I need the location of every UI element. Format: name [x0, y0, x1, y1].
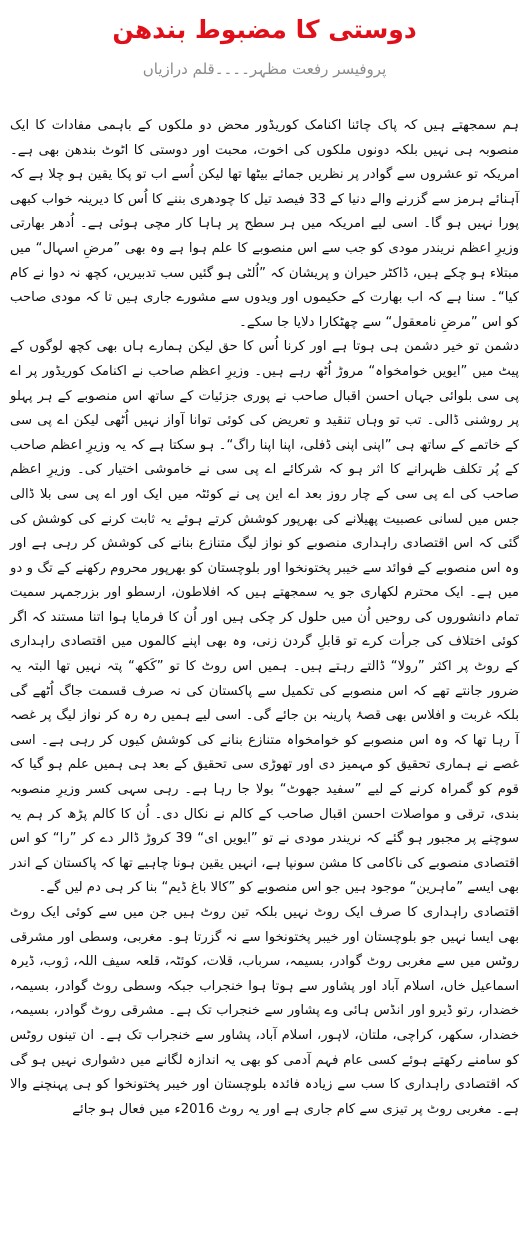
- article-title: دوستی کا مضبوط بندھن: [112, 15, 417, 44]
- article-paragraph: اقتصادی راہداری کا صرف ایک روٹ نہیں بلکہ تین روٹ ہیں جن میں سے کوئی ایک روٹ بھی ایسا نہیں جو بلوچستان اور خیبر پختونخوا سے نہ گزرتا ہو۔ مغربی، وسطی اور مشرقی روٹس میں سے مغربی روٹ گوادر، بسیمہ، سرباب، قلات، کوئٹہ، قلعہ سیف اللہ، ژوب، ڈیرہ اسماعیل خاں، اسلام آباد اور پشاور سے ہوتا ہوا خنجراب جبکہ وسطی روٹ گوادر، بسیمہ، خضدار، رتو ڈیرو اور انڈس ہائی وے پشاور سے خنجراب تک ہے۔ مشرقی روٹ گوادر، بسیمہ، خضدار، سکھر، کراچی، ملتان، لاہور، اسلام آباد، پشاور سے خنجراب تک ہے۔ ان تینوں روٹس کو سامنے رکھتے ہوئے کسی عام فہم آدمی کو بھی یہ اندازہ لگانے میں دشواری نہیں ہو گی کہ اقتصادی راہداری کا سب سے زیادہ فائدہ بلوچستان اور خیبر پختونخوا کو ہی پہنچنے والا ہے۔ مغربی روٹ پر تیزی سے کام جاری ہے اور یہ روٹ 2016ء میں فعال ہو جائے: [10, 905, 519, 1117]
- article-body: [8, 114, 521, 1122]
- article-paragraph: دشمن تو خیر دشمن ہی ہوتا ہے اور کرنا اُس کا حق لیکن ہمارے ہاں بھی کچھ لوگوں کے پیٹ میں ”ایویں خوامخواہ“ مروڑ اُٹھ رہے ہیں۔ وزیرِ اعظم صاحب نے اکنامک کوریڈور پر اے پی سی بلوائی جہاں احسن اقبال صاحب نے پوری جزئیات کے ساتھ اس منصوبے کے ہر پہلو پر روشنی ڈالی۔ تب تو وہاں تنقید و تعریض کی کوئی توانا آواز نہیں اُٹھی لیکن اے پی سی کے خاتمے کے ساتھ ہی ”اپنی اپنی ڈفلی، اپنا اپنا راگ“۔ ہو سکتا ہے کہ یہ وزیرِ اعظم صاحب کے پُر تکلف ظہرانے کا اثر ہو کہ شرکائے اے پی سی نے خاموشی اختیار کی۔ وزیرِ اعظم صاحب کی اے پی سی کے چار روز بعد اے این پی نے کوئٹہ میں ایک اور اے پی سی بلا ڈالی جس میں لسانی عصبیت پھیلانے کی بھرپور کوشش کرتے ہوئے یہ ثابت کرنے کی کوشش کی گئی کہ اس اقتصادی راہداری منصوبے کو نواز لیگ متنازع بنانے کی کوشش کر رہی ہے اور وہ اس منصوبے کے فوائد سے خیبر پختونخوا اور بلوچستان کو بھرپور محروم رکھنے کے تگ و دو میں ہے۔ ایک محترم لکھاری جو یہ سمجھتے ہیں کہ افلاطون، ارسطو اور بزرجمہر سمیت تمام دانشوروں کی روحیں اُن میں حلول کر چکی ہیں اور اُن کا فرمایا ہوا اتنا مستند کہ اگر کوئی اختلاف کی جرأت کرے تو قابلِ گردن زنی، وہ بھی اپنے کالموں میں اقتصادی راہداری کے روٹ پر اکثر ”رولا“ ڈالتے رہتے ہیں۔ ہمیں اس روٹ کا تو ”کَکھ“ پتہ نہیں تھا البتہ یہ ضرور جانتے تھے کہ اس منصوبے کی تکمیل سے پاکستان کی نہ صرف قسمت جاگ اُٹھے گی بلکہ غربت و افلاس بھی قصۂ پارینہ بن جائے گی۔ اسی لیے ہمیں رہ رہ کر نواز لیگ پر غصہ آ رہا تھا کہ وہ اس منصوبے کو خوامخواہ متنازع بنانے کی کوشش کیوں کر رہی ہے۔ اسی غصے نے ہماری تحقیق کو مہمیز دی اور تھوڑی سی تحقیق کے بعد ہی ہمیں علم ہو گیا کہ قوم کو گمراہ کرنے کے لیے ”سفید جھوٹ“ بولا جا رہا ہے۔ رہی سہی کسر وزیرِ منصوبہ بندی، ترقی و مواصلات احسن اقبال صاحب کے کالم نے نکال دی۔ اُن کا کالم پڑھ کر ہم یہ سوچنے پر مجبور ہو گئے کہ نریندر مودی نے تو ”ایویں ای“ 39 کروڑ ڈالر دے کر ”را“ کو اس اقتصادی منصوبے کی ناکامی کا مشن سونپا ہے، انہیں یقین ہونا چاہیے تھا کہ پاکستان کے اندر بھی ایسے ”ماہرین“ موجود ہیں جو اس منصوبے کو ”کالا باغ ڈیم“ بنا کر ہی دم لیں گے۔: [10, 339, 519, 896]
- article-byline: پروفیسر رفعت مظہر۔۔۔۔قلم درازیاں: [142, 60, 387, 78]
- article-paragraph: ہم سمجھتے ہیں کہ پاک چائنا اکنامک کوریڈور محض دو ملکوں کے باہمی مفادات کا ایک منصوبہ ہی نہیں بلکہ دونوں ملکوں کی اخوت، محبت اور دوستی کا اٹوٹ بندھن بھی ہے۔ امریکہ تو عشروں سے گوادر پر نظریں جمائے بیٹھا تھا لیکن اُسے اب تو پکا یقین ہو چلا ہے کہ آہنائے ہرمز سے گزرنے والے دنیا کے 33 فیصد تیل کا چودھری بننے کا اُس کا دیرینہ خواب کبھی پورا نہیں ہو گا۔ اسی لیے امریکہ میں ہر سطح پر ہاہا کار مچی ہوئی ہے۔ اُدھر بھارتی وزیرِ اعظم نریندر مودی کو جب سے اس منصوبے کا علم ہوا ہے وہ بھی ”مرضِ اسہال“ میں مبتلاء ہو چکے ہیں، ڈاکٹر حیران و پریشان کہ ”اُلٹی ہو گئیں سب تدبیریں، کچھ نہ دوا نے کام کیا“۔ سنا ہے کہ اب بھارت کے حکیموں اور ویدوں سے مشورے جاری ہیں تا کہ مودی صاحب کو اس ”مرضِ نامعقول“ سے چھٹکارا دلایا جا سکے۔: [10, 118, 519, 330]
